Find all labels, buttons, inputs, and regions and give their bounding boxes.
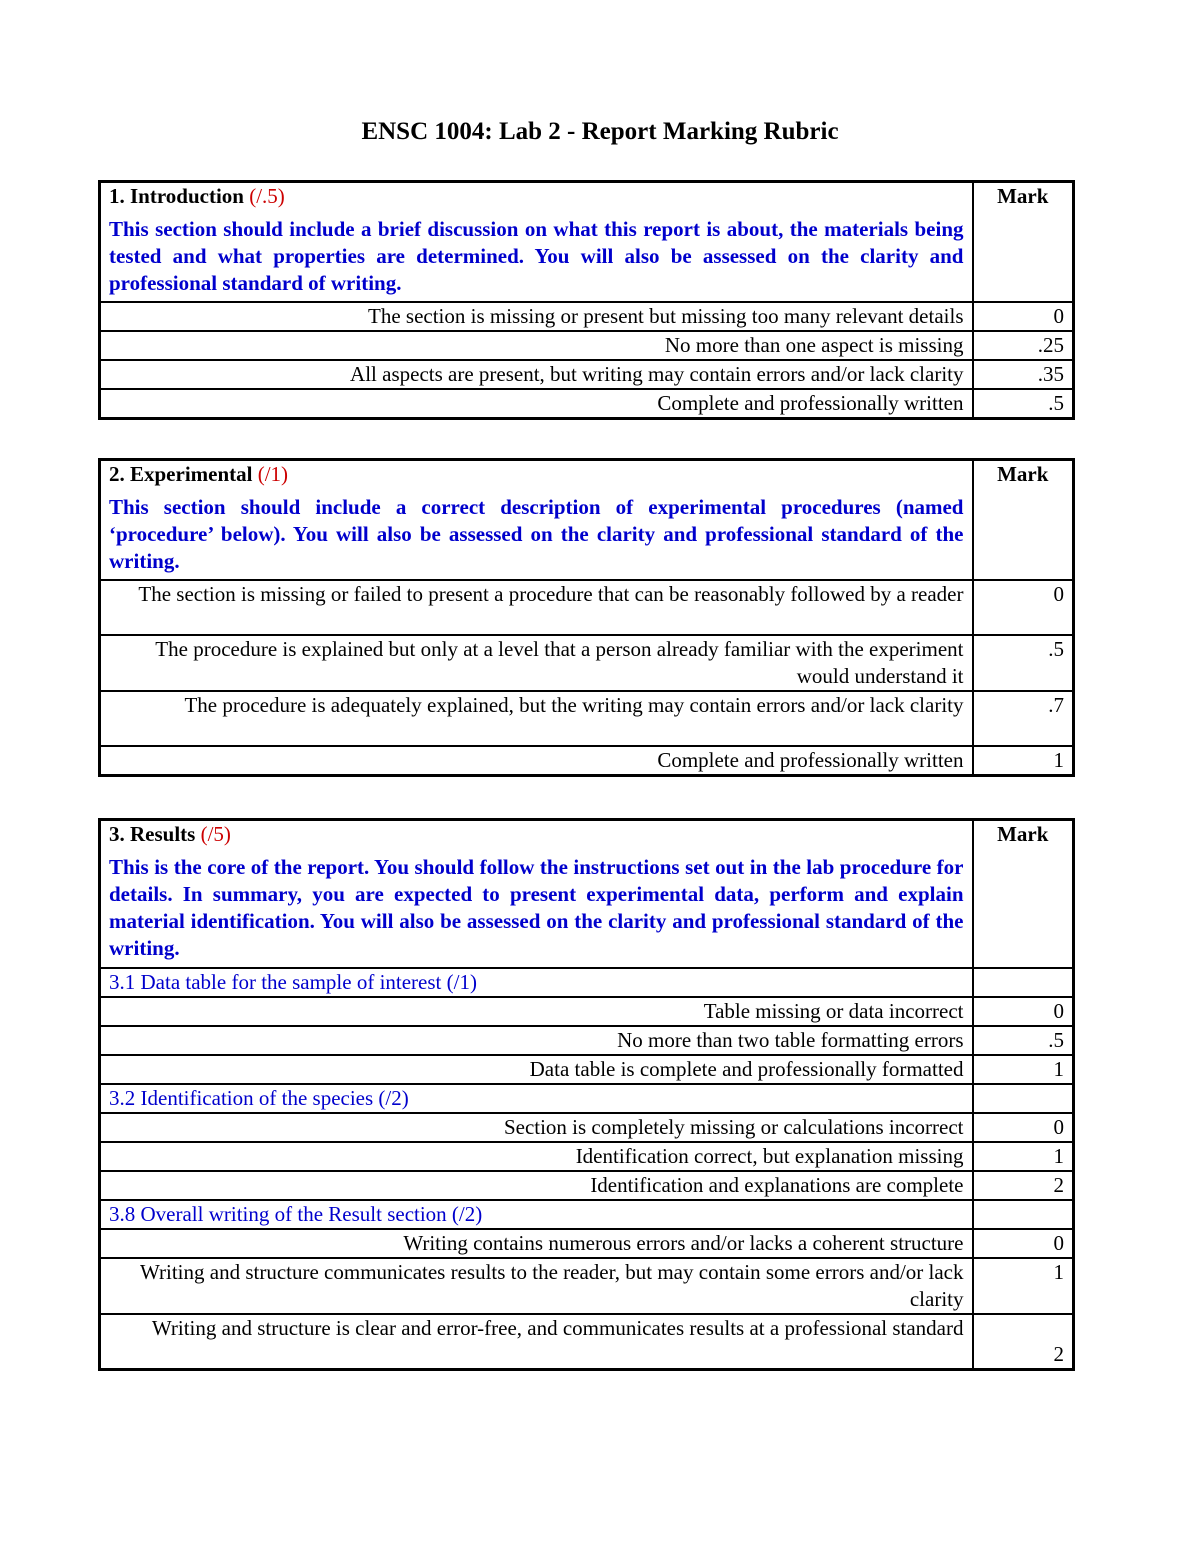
section-header-row — [100, 182, 1074, 303]
subsection-mark-cell — [973, 1200, 1074, 1229]
section-points: (/1) — [257, 462, 289, 486]
criterion-row — [100, 1314, 1074, 1370]
criterion-mark: 0 — [973, 997, 1074, 1026]
criterion-row — [100, 997, 1074, 1026]
document-title: ENSC 1004: Lab 2 - Report Marking Rubric — [361, 118, 839, 145]
criterion-mark: .5 — [973, 1026, 1074, 1055]
criterion-row — [100, 1171, 1074, 1200]
criterion-row — [100, 580, 1074, 635]
criterion-text: Section is completely missing or calculations incorrect — [100, 1113, 973, 1142]
criterion-mark: .25 — [973, 331, 1074, 360]
subsection-mark-cell — [973, 1084, 1074, 1113]
criterion-text: Identification and explanations are complete — [100, 1171, 973, 1200]
criterion-text: The procedure is adequately explained, but the writing may contain errors and/or lack clarity — [100, 691, 973, 746]
criterion-text: Writing and structure communicates results to the reader, but may contain some errors and/or lack clarity — [100, 1258, 973, 1314]
criterion-text: Writing contains numerous errors and/or lacks a coherent structure — [100, 1229, 973, 1258]
section-heading — [109, 461, 964, 488]
criterion-row — [100, 1113, 1074, 1142]
criterion-row — [100, 1229, 1074, 1258]
subsection-row — [100, 968, 1074, 997]
section-description: This is the core of the report. You should follow the instructions set out in the lab procedure for details. In summary, you are expected to present experimental data, perform and explain material identification. You will also be assessed on the clarity and professional standard of the writing. — [109, 855, 964, 960]
criterion-row — [100, 1142, 1074, 1171]
introduction-rubric-table — [98, 180, 1075, 420]
criterion-mark: .5 — [973, 389, 1074, 419]
criterion-mark: 0 — [973, 1113, 1074, 1142]
criterion-mark: .35 — [973, 360, 1074, 389]
section-header — [100, 820, 973, 969]
criterion-text: All aspects are present, but writing may contain errors and/or lack clarity — [100, 360, 973, 389]
section-description: This section should include a correct description of experimental procedures (named ‘procedure’ below). You will also be assessed on the clarity and professional standard of the writing. — [109, 495, 964, 573]
criterion-row — [100, 302, 1074, 331]
criterion-mark: 1 — [973, 1142, 1074, 1171]
section-points: (/5) — [200, 822, 231, 846]
criterion-text: No more than one aspect is missing — [100, 331, 973, 360]
criterion-row — [100, 389, 1074, 419]
criterion-mark: 1 — [973, 1258, 1074, 1314]
subsection-title: 3.2 Identification of the species (/2) — [100, 1084, 973, 1113]
subsection-row — [100, 1084, 1074, 1113]
section-header-row — [100, 820, 1074, 969]
criterion-mark: 2 — [973, 1171, 1074, 1200]
section-header — [100, 182, 973, 303]
criterion-mark: 0 — [973, 580, 1074, 635]
criterion-row — [100, 691, 1074, 746]
criterion-mark: 0 — [973, 1229, 1074, 1258]
criterion-text: Table missing or data incorrect — [100, 997, 973, 1026]
subsection-title: 3.8 Overall writing of the Result section (/2) — [100, 1200, 973, 1229]
criterion-row — [100, 1026, 1074, 1055]
criterion-text: Identification correct, but explanation missing — [100, 1142, 973, 1171]
section-description: This section should include a brief discussion on what this report is about, the materials being tested and what properties are determined. You will also be assessed on the clarity and professional standard of writing. — [109, 217, 964, 295]
section-title: 1. Introduction — [109, 184, 244, 208]
criterion-text: Data table is complete and professionally formatted — [100, 1055, 973, 1084]
results-rubric-table — [98, 818, 1075, 1371]
section-title: 3. Results — [109, 822, 196, 846]
criterion-mark: .7 — [973, 691, 1074, 746]
criterion-text: Writing and structure is clear and error-free, and communicates results at a professional standard — [100, 1314, 973, 1370]
section-header-row — [100, 460, 1074, 581]
criterion-mark: 0 — [973, 302, 1074, 331]
criterion-mark: 2 — [973, 1314, 1074, 1370]
experimental-rubric-table — [98, 458, 1075, 777]
mark-column-header: Mark — [973, 182, 1074, 303]
criterion-row — [100, 635, 1074, 691]
subsection-row — [100, 1200, 1074, 1229]
criterion-text: The section is missing or failed to present a procedure that can be reasonably followed by a reader — [100, 580, 973, 635]
criterion-mark: .5 — [973, 635, 1074, 691]
criterion-row — [100, 331, 1074, 360]
section-title: 2. Experimental — [109, 462, 253, 486]
criterion-text: Complete and professionally written — [100, 389, 973, 419]
criterion-mark: 1 — [973, 746, 1074, 776]
section-heading — [109, 821, 964, 848]
section-header — [100, 460, 973, 581]
mark-column-header: Mark — [973, 460, 1074, 581]
subsection-mark-cell — [973, 968, 1074, 997]
section-points: (/.5) — [249, 184, 285, 208]
criterion-text: The procedure is explained but only at a level that a person already familiar with the experiment would understand it — [100, 635, 973, 691]
section-heading — [109, 183, 964, 210]
criterion-text: The section is missing or present but missing too many relevant details — [100, 302, 973, 331]
mark-column-header: Mark — [973, 820, 1074, 969]
criterion-text: Complete and professionally written — [100, 746, 973, 776]
criterion-row — [100, 360, 1074, 389]
criterion-row — [100, 746, 1074, 776]
criterion-text: No more than two table formatting errors — [100, 1026, 973, 1055]
subsection-title: 3.1 Data table for the sample of interest (/1) — [100, 968, 973, 997]
criterion-row — [100, 1258, 1074, 1314]
criterion-mark: 1 — [973, 1055, 1074, 1084]
criterion-row — [100, 1055, 1074, 1084]
